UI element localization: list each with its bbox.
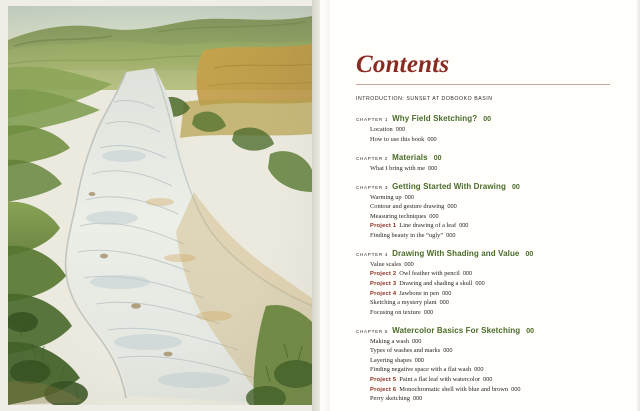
entry-title: Owl feather with pencil [399, 270, 460, 278]
toc-entry[interactable] [356, 395, 610, 403]
toc-chapter-block [356, 249, 610, 317]
entry-page-number: 000 [483, 376, 493, 383]
entry-title: Focusing on texture [370, 308, 421, 316]
toc-entry[interactable] [356, 203, 610, 211]
title-divider [356, 84, 610, 85]
toc-project-entry[interactable] [356, 386, 610, 394]
toc-chapter-block [356, 182, 610, 240]
entry-page-number: 000 [404, 261, 414, 268]
chapter-title: Materials [392, 152, 428, 162]
project-label: Project 5 [370, 376, 397, 383]
toc-entry[interactable] [356, 299, 610, 307]
entry-page-number: 000 [475, 280, 485, 287]
toc-chapter-heading[interactable] [356, 153, 610, 162]
toc-chapter-heading[interactable] [356, 182, 610, 191]
entry-title: Monochromatic shell with blue and brown [399, 385, 509, 393]
entry-page-number: 000 [439, 300, 449, 307]
entry-page-number: 000 [428, 165, 438, 172]
entry-title: Drawing and shading a skull [399, 279, 473, 287]
entry-title: Finding negative space with a flat wash [370, 366, 472, 374]
chapter-title: Why Field Sketching? [392, 114, 478, 123]
entry-page-number: 000 [414, 357, 425, 364]
toc-entry[interactable] [356, 126, 610, 134]
project-label: Project 4 [370, 290, 397, 297]
entry-title: Perry sketching [370, 395, 410, 403]
toc-introduction-entry[interactable]: INTRODUCTION: SUNSET AT DOBOOKO BASIN [356, 96, 493, 102]
page-title: Contents [356, 51, 450, 78]
toc-entry[interactable] [356, 232, 610, 240]
entry-page-number: 000 [427, 136, 437, 143]
entry-title: Warming up [370, 193, 402, 201]
chapter-label: CHAPTER 2 [356, 155, 389, 161]
entry-page-number: 000 [404, 194, 414, 201]
entry-page-number: 000 [474, 367, 484, 374]
chapter-title: Getting Started With Drawing [392, 181, 506, 191]
entry-title: Types of washes and marks [370, 347, 441, 355]
chapter-title: Watercolor Basics For Sketching [392, 325, 521, 335]
chapter-page-number: 00 [433, 154, 442, 162]
chapter-label: CHAPTER 5 [356, 328, 389, 334]
toc-chapter-heading[interactable] [356, 326, 610, 335]
entry-title: Layering shapes [370, 356, 412, 364]
entry-page-number: 000 [446, 232, 456, 239]
toc-entry[interactable] [356, 347, 610, 355]
entry-page-number: 000 [395, 127, 406, 133]
toc-project-entry[interactable] [356, 280, 610, 288]
project-label: Project 6 [370, 386, 397, 393]
toc-chapter-block [356, 114, 610, 144]
project-label: Project 3 [370, 280, 397, 287]
toc-chapter-block [356, 153, 610, 173]
entry-title: Contour and gesture drawing [370, 203, 445, 210]
entry-title: What I bring with me [370, 164, 426, 172]
entry-page-number: 000 [447, 204, 457, 210]
toc-project-entry[interactable] [356, 222, 610, 230]
toc-chapter-heading[interactable] [356, 249, 610, 258]
project-label: Project 1 [370, 223, 397, 229]
entry-title: Value scales [370, 260, 402, 268]
entry-page-number: 000 [443, 348, 453, 355]
entry-page-number: 000 [412, 338, 422, 345]
entry-title: Jawbone in pen [399, 289, 440, 297]
toc-entry[interactable] [356, 261, 610, 269]
entry-page-number: 000 [442, 290, 452, 297]
toc-entry[interactable] [356, 338, 610, 346]
entry-page-number: 000 [429, 213, 439, 220]
entry-page-number: 000 [423, 309, 434, 316]
toc-entry[interactable] [356, 136, 610, 144]
entry-page-number: 000 [462, 271, 473, 278]
entry-title: Location [370, 126, 393, 133]
entry-title: Measuring techniques [370, 212, 427, 220]
chapter-page-number: 00 [483, 116, 492, 123]
toc-project-entry[interactable] [356, 290, 610, 298]
toc-project-entry[interactable] [356, 270, 610, 278]
entry-title: Line drawing of a leaf [399, 222, 457, 229]
toc-entry[interactable] [356, 366, 610, 374]
right-page-contents [320, 0, 640, 411]
toc-chapter-list [356, 114, 610, 403]
entry-title: How to use this book [370, 135, 425, 143]
toc-project-entry[interactable] [356, 376, 610, 384]
entry-title: Paint a flat leaf with watercolor [399, 375, 481, 383]
entry-page-number: 000 [459, 223, 469, 229]
chapter-label: CHAPTER 4 [356, 251, 389, 257]
landscape-svg [8, 6, 312, 405]
toc-chapter-block [356, 326, 610, 403]
entry-title: Making a wash [370, 337, 410, 345]
toc-entry[interactable] [356, 165, 610, 173]
entry-page-number: 000 [412, 396, 423, 403]
entry-title: Sketching a mystery plant [370, 299, 437, 307]
chapter-page-number: 00 [526, 327, 535, 335]
project-label: Project 2 [370, 271, 397, 278]
toc-entry[interactable] [356, 194, 610, 202]
chapter-page-number: 00 [511, 183, 520, 191]
toc-entry[interactable] [356, 357, 610, 365]
toc-entry[interactable] [356, 309, 610, 317]
chapter-label: CHAPTER 1 [356, 117, 389, 122]
chapter-label: CHAPTER 3 [356, 184, 389, 190]
toc-entry[interactable] [356, 213, 610, 221]
chapter-page-number: 00 [525, 250, 534, 258]
toc-chapter-heading[interactable] [356, 114, 610, 123]
watercolor-landscape-illustration [8, 6, 312, 405]
entry-page-number: 000 [511, 386, 521, 393]
entry-title: Finding beauty in the “ugly” [370, 231, 444, 239]
chapter-title: Drawing With Shading and Value [392, 248, 520, 258]
